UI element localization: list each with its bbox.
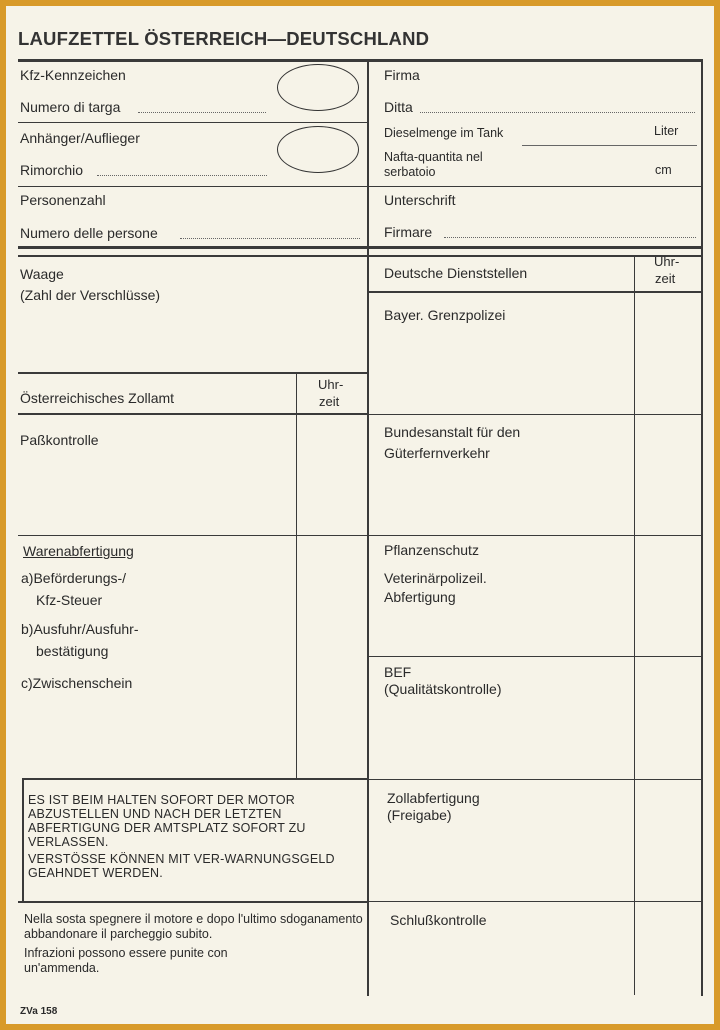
- label-verschluesse: (Zahl der Verschlüsse): [20, 287, 161, 303]
- time-column-rule: [634, 255, 635, 995]
- fill-line[interactable]: [138, 112, 266, 113]
- label-zollamt: Österreichisches Zollamt: [20, 390, 175, 406]
- label-item-b-1: b)Ausfuhr/Ausfuhr-: [21, 621, 139, 637]
- fill-line[interactable]: [180, 238, 360, 239]
- notice-german-text-2: VERSTÖSSE KÖNNEN MIT VER-WARNUNGSGELD GEAHNDET WERDEN.: [28, 852, 335, 880]
- center-rule: [367, 61, 369, 996]
- label-warenabfertigung: Warenabfertigung: [23, 543, 134, 559]
- divider: [18, 186, 368, 187]
- label-qualitaetskontrolle: (Qualitätskontrolle): [384, 681, 502, 697]
- form-page: [6, 6, 714, 1024]
- divider: [368, 779, 703, 780]
- label-dienststellen: Deutsche Dienststellen: [384, 265, 528, 281]
- notice-german-text-1: ES IST BEIM HALTEN SOFORT DER MOTOR ABZUSTELLEN UND NACH DER LETZTEN ABFERTIGUNG DER AMTSPLATZ SOFORT ZU VERLASSEN.: [28, 793, 306, 849]
- trailer-plate-oval[interactable]: [277, 126, 359, 173]
- fill-line[interactable]: [420, 112, 695, 113]
- form-title: LAUFZETTEL ÖSTERREICH—DEUTSCHLAND: [18, 28, 430, 49]
- label-pflanzenschutz: Pflanzenschutz: [384, 542, 479, 558]
- divider: [18, 122, 368, 123]
- right-edge-rule: [701, 60, 703, 996]
- label-ditta: Ditta: [384, 99, 413, 115]
- notice-italian: [24, 912, 364, 976]
- section-rule: [18, 246, 703, 249]
- label-bef: BEF: [384, 664, 412, 680]
- label-anhaenger: Anhänger/Auflieger: [20, 130, 140, 146]
- label-numero-persone: Numero delle persone: [20, 225, 158, 241]
- label-item-b-2: bestätigung: [36, 643, 109, 659]
- divider: [18, 535, 368, 536]
- fill-line[interactable]: [522, 145, 697, 146]
- notice-german: [28, 793, 360, 880]
- label-uhrzeit-1: Uhr-: [654, 254, 680, 269]
- label-firma: Firma: [384, 67, 420, 83]
- divider: [368, 291, 703, 293]
- label-uhrzeit-2: zeit: [319, 394, 340, 409]
- divider: [18, 901, 368, 903]
- divider: [368, 186, 703, 187]
- label-dieselmenge: Dieselmenge im Tank: [384, 126, 504, 140]
- plate-oval[interactable]: [277, 64, 359, 111]
- label-nafta-2: serbatoio: [384, 165, 436, 179]
- divider: [368, 901, 703, 902]
- notice-italian-text-1: Nella sosta spegnere il motore e dopo l'ultimo sdoganamento abbandonare il parcheggio subito.: [24, 912, 363, 941]
- label-veterinaer-2: Abfertigung: [384, 589, 456, 605]
- label-schlusskontrolle: Schlußkontrolle: [390, 912, 487, 928]
- label-grenzpolizei: Bayer. Grenzpolizei: [384, 307, 506, 323]
- label-freigabe: (Freigabe): [387, 807, 452, 823]
- notice-italian-text-2: Infrazioni possono essere punite con un'ammenda.: [24, 946, 228, 975]
- label-numero-di-targa: Numero di targa: [20, 99, 121, 115]
- divider: [368, 656, 703, 657]
- label-item-a-1: a)Beförderungs-/: [21, 570, 127, 586]
- divider: [368, 414, 703, 415]
- label-passkontrolle: Paßkontrolle: [20, 432, 99, 448]
- label-rimorchio: Rimorchio: [20, 162, 84, 178]
- label-uhrzeit-1: Uhr-: [318, 377, 344, 392]
- label-kfz-kennzeichen: Kfz-Kennzeichen: [20, 67, 126, 83]
- label-waage: Waage: [20, 266, 64, 282]
- form-code: ZVa 158: [20, 1006, 58, 1017]
- notice-box-rule: [22, 778, 24, 901]
- label-firmare: Firmare: [384, 224, 433, 240]
- label-personenzahl: Personenzahl: [20, 192, 106, 208]
- divider: [18, 372, 368, 374]
- label-nafta-1: Nafta-quantita nel: [384, 150, 483, 164]
- section-rule: [18, 255, 703, 257]
- label-veterinaer-1: Veterinärpolizeil.: [384, 570, 487, 586]
- label-liter: Liter: [654, 124, 679, 138]
- divider: [368, 535, 703, 536]
- label-uhrzeit-2: zeit: [655, 271, 676, 286]
- label-bundesanstalt-2: Güterfernverkehr: [384, 445, 490, 461]
- label-item-a-2: Kfz-Steuer: [36, 592, 103, 608]
- label-bundesanstalt-1: Bundesanstalt für den: [384, 424, 521, 440]
- time-column-rule: [296, 372, 297, 779]
- label-zollabfertigung: Zollabfertigung: [387, 790, 480, 806]
- label-item-c: c)Zwischenschein: [21, 675, 133, 691]
- top-rule: [18, 59, 703, 62]
- fill-line[interactable]: [97, 175, 267, 176]
- label-cm: cm: [655, 163, 672, 177]
- signature-line[interactable]: [444, 237, 696, 238]
- divider: [18, 413, 368, 415]
- divider: [22, 778, 368, 780]
- label-unterschrift: Unterschrift: [384, 192, 456, 208]
